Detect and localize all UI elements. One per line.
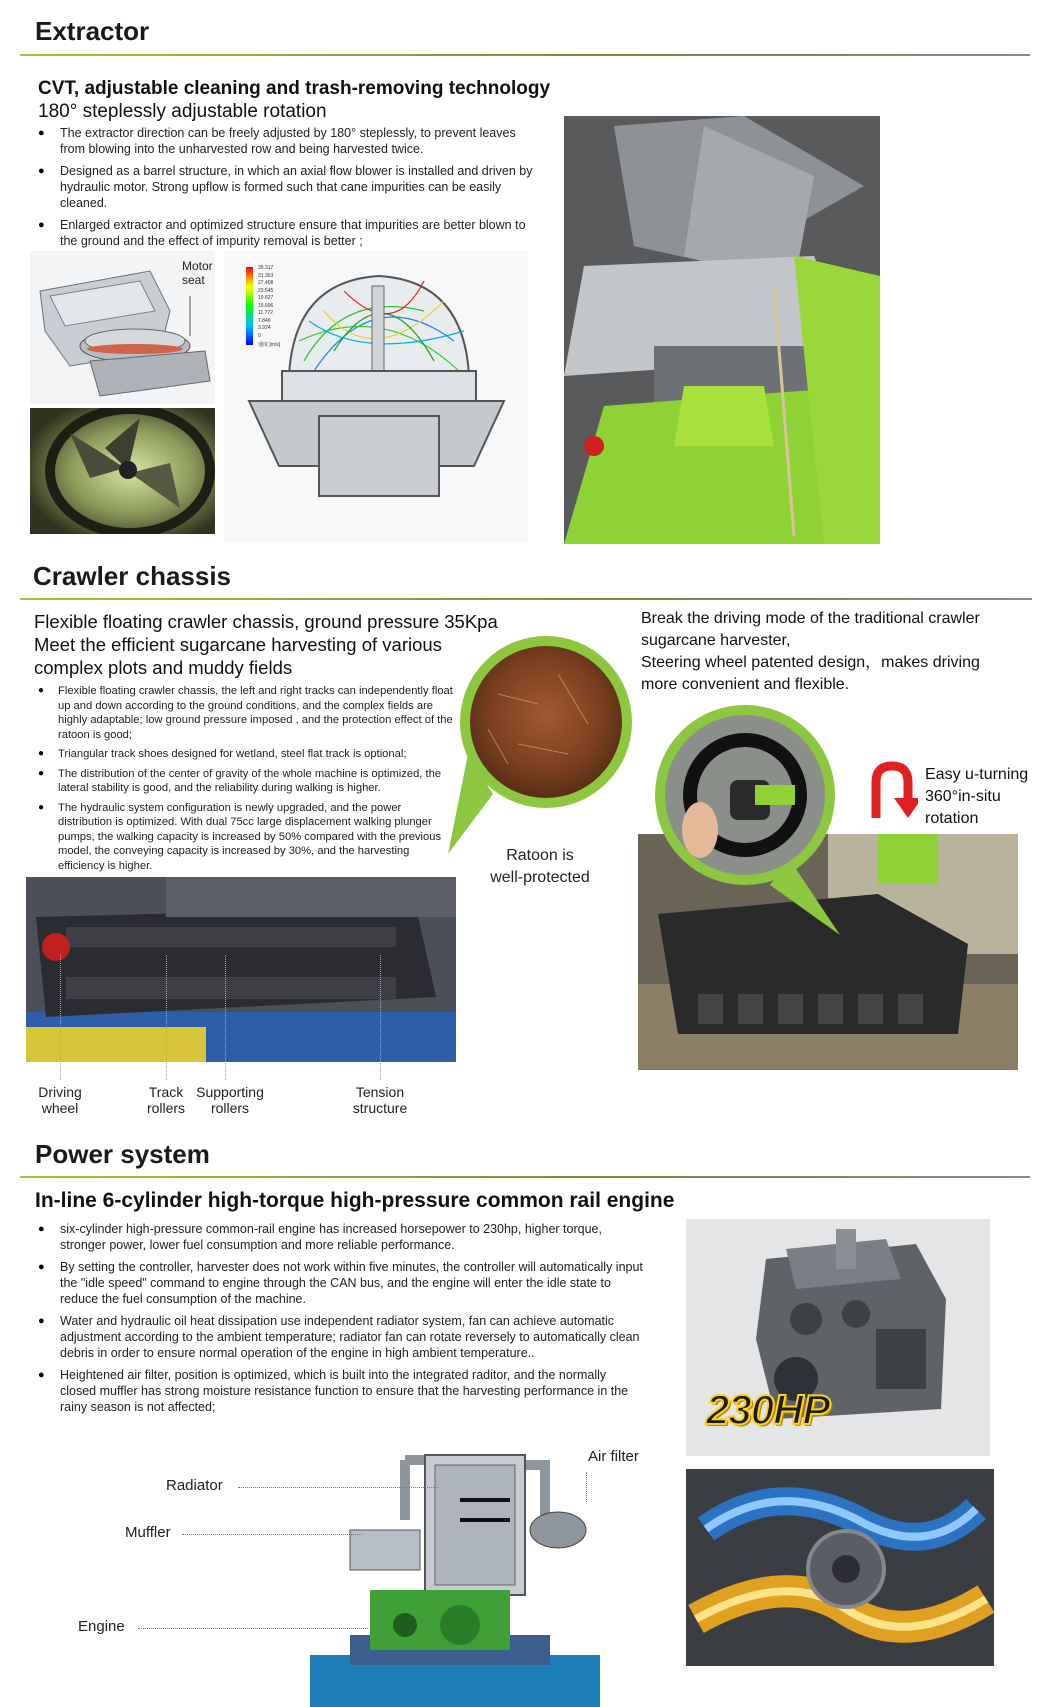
extractor-subheading: 180° steplessly adjustable rotation xyxy=(38,101,327,122)
engine-230hp-image xyxy=(686,1219,990,1456)
list-item: ● Designed as a barrel structure, in which an axial flow blower is installed and driven by hydraulic motor. Strong upflow is formed such that cane impurities can be easily cleaned. xyxy=(34,163,534,211)
list-item: ● Water and hydraulic oil heat dissipation use independent radiator system, fan can achieve automatic adjustment according to the ambient temperature; radiator fan can rotate reversely to automatically clean debris in order to ensure normal operation of the engine in high ambient temperature.. xyxy=(34,1313,644,1361)
uturn-line: Easy u-turning xyxy=(925,766,1029,783)
list-item: ● Heightened air filter, position is optimized, which is built into the integrated raditor, and the normally closed muffler has strong moisture resistance function to ensure that the harvesting performance in the rainy season is not affected; xyxy=(34,1367,644,1415)
steering-line: more convenient and flexible. xyxy=(641,676,850,693)
steering-line: Break the driving mode of the traditional crawler xyxy=(641,610,980,627)
radiator-label: Radiator xyxy=(166,1477,223,1494)
part-label-line: wheel xyxy=(41,1100,79,1116)
list-item: ● Enlarged extractor and optimized structure ensure that impurities are better blown to the ground and the effect of impurity removal is better ; xyxy=(34,217,534,249)
legend-value: 11.772 xyxy=(258,310,273,316)
motor-seat-label: Motor seat xyxy=(182,259,213,287)
cfd-simulation-image xyxy=(224,251,528,542)
part-label-line: Track xyxy=(148,1084,184,1100)
legend-value: 3.924 xyxy=(258,325,271,331)
list-item: ● six-cylinder high-pressure common-rail engine has increased horsepower to 230hp, higher torque, stronger power, lower fuel consumption and more reliable performance. xyxy=(34,1221,644,1253)
tension-structure-label xyxy=(340,1084,420,1116)
ratoon-label xyxy=(478,845,602,889)
driving-wheel-guide xyxy=(60,955,61,1080)
crawler-heading xyxy=(34,610,498,679)
hp-badge: 230HP xyxy=(706,1386,830,1433)
steering-line: sugarcane harvester, xyxy=(641,632,791,649)
steering-line: Steering wheel patented design，makes driving xyxy=(641,654,980,671)
crawler-divider xyxy=(20,598,1032,600)
extractor-fan-image xyxy=(30,408,215,534)
list-item: ● The distribution of the center of gravity of the whole machine is optimized, the lateral stability is good, and the reliability during walking is higher. xyxy=(34,767,454,796)
turbocharger-image xyxy=(686,1469,994,1666)
crawler-heading-line: complex plots and muddy fields xyxy=(34,657,293,678)
cfd-legend-values xyxy=(258,265,280,350)
uturn-line: rotation xyxy=(925,810,979,827)
steering-wheel-image xyxy=(650,700,850,940)
driving-wheel-label xyxy=(20,1084,100,1116)
air-filter-label: Air filter xyxy=(588,1448,639,1465)
muffler-guide xyxy=(182,1534,362,1535)
extractor-heading: CVT, adjustable cleaning and trash-removing technology xyxy=(38,78,551,99)
legend-value: 23.545 xyxy=(258,287,274,294)
part-label-line: Supporting xyxy=(196,1084,264,1100)
power-divider xyxy=(20,1176,1030,1178)
part-label-line: rollers xyxy=(146,1100,186,1116)
extractor-photo xyxy=(564,116,880,544)
power-system-cad xyxy=(310,1440,600,1707)
ratoon-soil-image xyxy=(448,634,632,854)
power-title: Power system xyxy=(35,1139,210,1169)
list-item: ● By setting the controller, harvester does not work within five minutes, the controller will automatically input the "idle speed" command to engine through the CAN bus, and the engine will enter the idle state to reduce the fuel consumption of the machine. xyxy=(34,1259,644,1307)
ratoon-label-line: Ratoon is xyxy=(506,847,574,864)
chassis-track-photo xyxy=(26,877,456,1062)
extractor-cad-image xyxy=(30,251,215,404)
power-bullet-list xyxy=(34,1221,644,1421)
legend-value: 19.627 xyxy=(258,295,274,301)
ratoon-label-line: well-protected xyxy=(490,869,590,886)
legend-value: 0 xyxy=(258,332,261,339)
extractor-divider xyxy=(20,54,1030,56)
air-filter-guide xyxy=(586,1472,587,1502)
crawler-heading-line: Meet the efficient sugarcane harvesting of various xyxy=(34,634,442,655)
power-heading: In-line 6-cylinder high-torque high-pressure common rail engine xyxy=(35,1189,675,1212)
tension-structure-guide xyxy=(380,955,381,1080)
legend-value: 35.317 xyxy=(258,265,274,271)
muffler-label: Muffler xyxy=(125,1524,171,1541)
extractor-title: Extractor xyxy=(35,16,150,46)
list-item: ● The hydraulic system configuration is newly upgraded, and the power distribution is optimized. With dual 75cc large displacement walking plunger pumps, the walking capacity is increased by 50% compared with the previous model, the conveying capacity is increased by 30%, and the harvesting efficiency is higher. xyxy=(34,801,454,874)
track-rollers-guide xyxy=(166,955,167,1080)
u-turn-icon xyxy=(868,760,918,820)
supporting-rollers-guide xyxy=(225,955,226,1080)
list-item: ● Triangular track shoes designed for wetland, steel flat track is optional; xyxy=(34,747,454,762)
crawler-title: Crawler chassis xyxy=(33,561,232,591)
radiator-guide xyxy=(238,1487,438,1488)
part-label-line: Driving xyxy=(38,1084,82,1100)
extractor-bullet-list xyxy=(34,125,534,255)
part-label-line: Tension xyxy=(355,1084,405,1100)
engine-label: Engine xyxy=(78,1618,125,1635)
list-item: ● The extractor direction can be freely adjusted by 180° steplessly, to prevent leaves from blowing into the unharvested row and being harvested twice. xyxy=(34,125,534,157)
legend-caption: 速度 [m/s] xyxy=(258,342,281,348)
list-item: ● Flexible floating crawler chassis, the left and right tracks can independently float up and down according to the ground conditions, and the complex fields are highly adaptable; low ground pressure imposed , and the protection effect of the ratoon is good; xyxy=(34,684,454,742)
legend-value: 31.363 xyxy=(258,272,274,279)
part-label-line: structure xyxy=(352,1100,408,1116)
steering-description xyxy=(641,608,980,696)
supporting-rollers-label xyxy=(190,1084,270,1116)
track-rollers-label xyxy=(136,1084,196,1116)
crawler-bullet-list xyxy=(34,684,454,878)
part-label-line: rollers xyxy=(210,1100,250,1116)
legend-value: 27.408 xyxy=(258,280,274,286)
legend-value: 7.846 xyxy=(258,317,271,324)
crawler-heading-line: Flexible floating crawler chassis, ground pressure 35Kpa xyxy=(34,611,498,632)
engine-guide xyxy=(138,1628,368,1629)
legend-value: 15.696 xyxy=(258,302,274,309)
uturn-text xyxy=(925,764,1028,830)
uturn-line: 360°in-situ xyxy=(925,788,1001,805)
